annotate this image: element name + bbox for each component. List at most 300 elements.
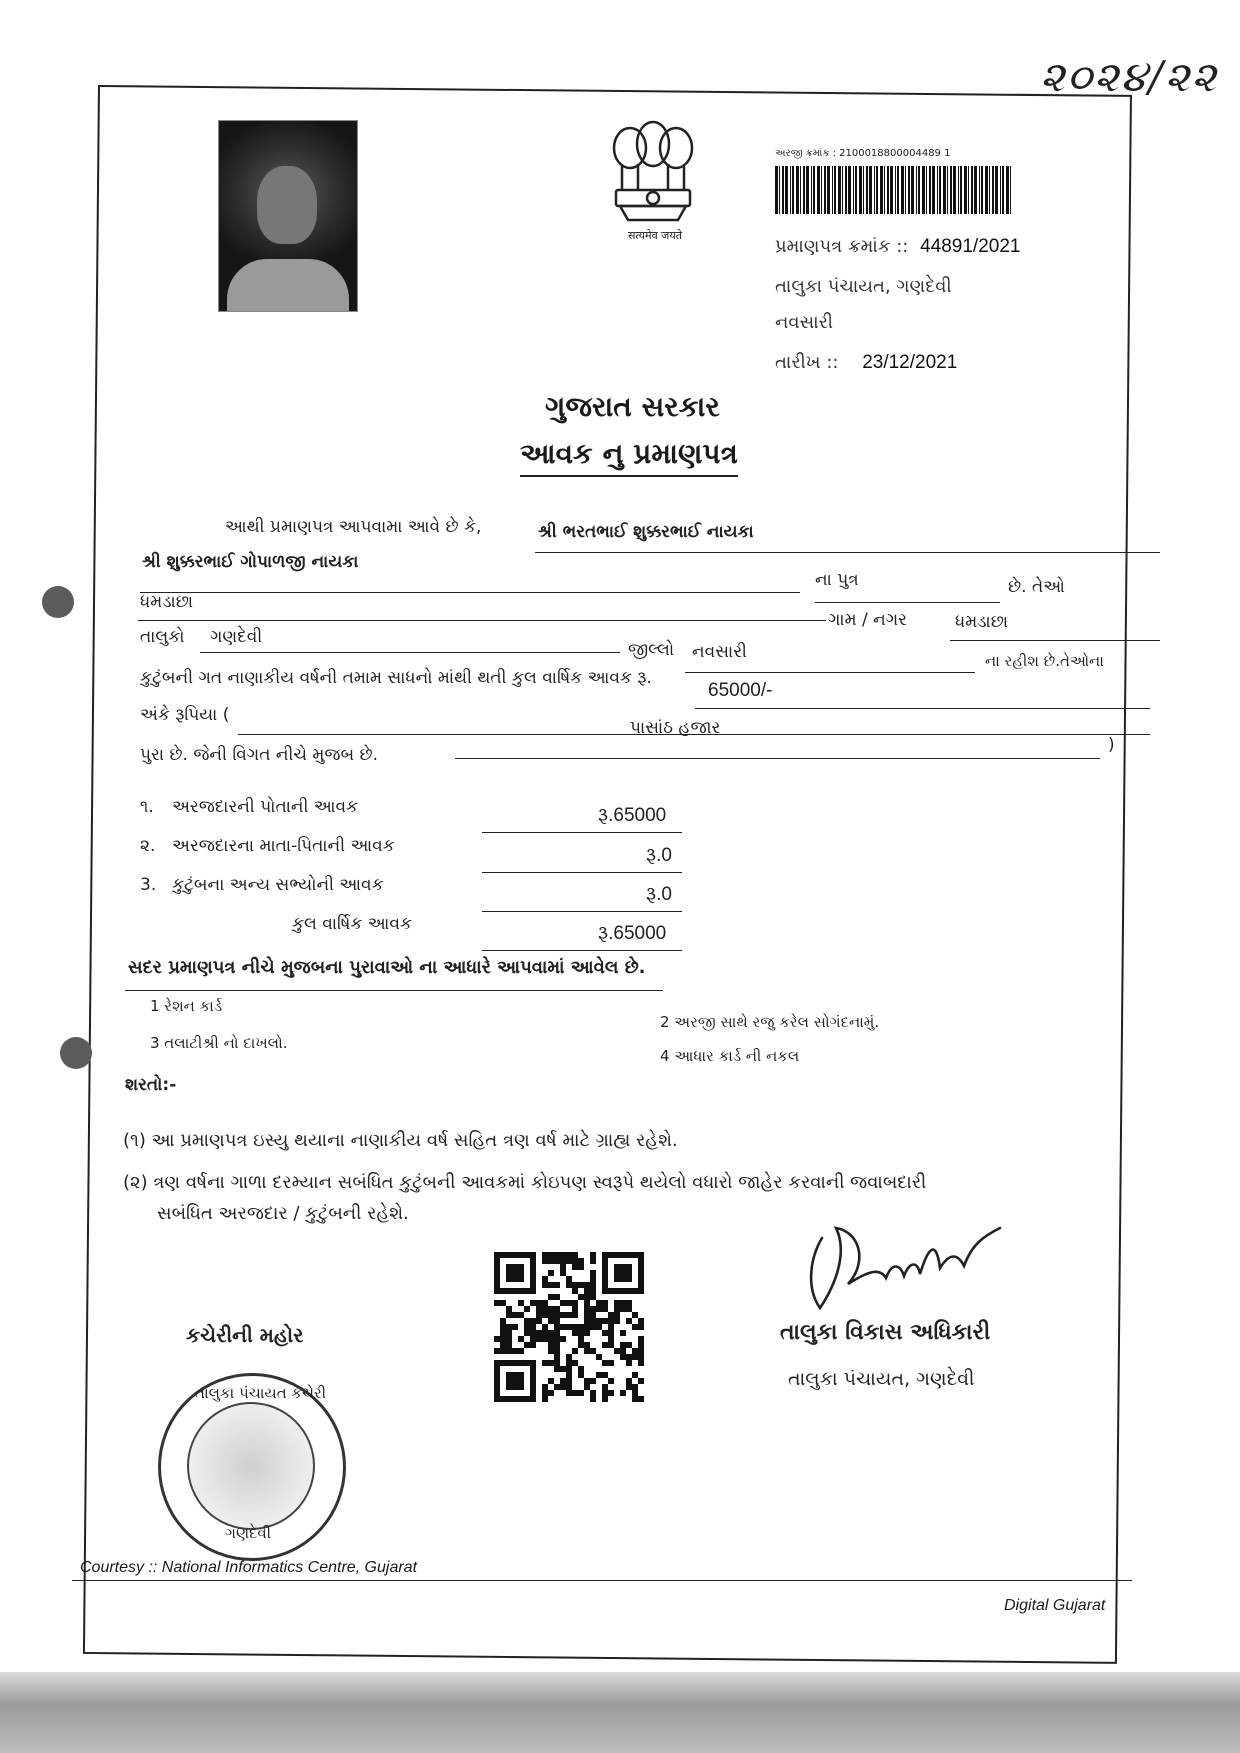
father-name: શ્રી શુક્કરભાઈ ગોપાળજી નાયકા [142, 552, 359, 572]
underline [482, 950, 682, 951]
qr-module [560, 1252, 566, 1258]
qr-module [548, 1378, 554, 1384]
underline [482, 911, 682, 912]
qr-module [554, 1258, 560, 1264]
qr-module [632, 1312, 638, 1318]
qr-module [548, 1306, 554, 1312]
intro-text: આથી પ્રમાણપત્ર આપવામા આવે છે કે, [225, 517, 482, 537]
qr-module [542, 1396, 548, 1402]
qr-module [608, 1336, 614, 1342]
qr-module [626, 1384, 632, 1390]
qr-module [632, 1324, 638, 1330]
relation-label: ના પુત્ર [815, 570, 859, 590]
qr-module [596, 1300, 602, 1306]
qr-module [572, 1258, 578, 1264]
qr-module [608, 1324, 614, 1330]
evidence-heading: સદર પ્રમાણપત્ર નીચે મુજબના પુરાવાઓ ના આધારે આપવામાં આવેલ છે. [128, 957, 646, 978]
qr-module [560, 1378, 566, 1384]
qr-module [614, 1306, 620, 1312]
qr-module [572, 1330, 578, 1336]
barcode-bar [926, 166, 927, 214]
qr-module [524, 1342, 530, 1348]
qr-module [602, 1306, 608, 1312]
qr-module [542, 1282, 548, 1288]
qr-module [548, 1312, 554, 1318]
qr-module [548, 1360, 554, 1366]
qr-module [512, 1324, 518, 1330]
income-total-label: કુલ વાર્ષિક આવક [292, 914, 412, 934]
barcode-bar [964, 166, 967, 214]
qr-module [578, 1294, 584, 1300]
qr-module [638, 1354, 644, 1360]
qr-module [602, 1318, 608, 1324]
qr-module [596, 1324, 602, 1330]
footer-rule [72, 1580, 1132, 1581]
qr-module [542, 1252, 548, 1258]
qr-module [560, 1324, 566, 1330]
condition-2-line-2: સબંધિત અરજદાર / કુટુંબની રહેશે. [157, 1203, 409, 1224]
qr-module [554, 1366, 560, 1372]
qr-module [590, 1294, 596, 1300]
qr-module [578, 1372, 584, 1378]
qr-module [590, 1312, 596, 1318]
qr-module [500, 1324, 506, 1330]
barcode-bar [803, 166, 805, 214]
qr-module [638, 1336, 644, 1342]
qr-module [584, 1330, 590, 1336]
qr-module [614, 1348, 620, 1354]
qr-module [530, 1342, 536, 1348]
barcode-bar [782, 166, 784, 214]
qr-module [590, 1324, 596, 1330]
income-row-2-number: ૨. [140, 836, 156, 856]
qr-module [608, 1318, 614, 1324]
underline [685, 672, 975, 673]
barcode-bar [1010, 166, 1011, 214]
income-amount: 65000/- [708, 680, 773, 701]
barcode-bar [779, 166, 780, 214]
qr-module [500, 1336, 506, 1342]
barcode-bar [866, 166, 868, 214]
taluka-name: ગણદેવી [210, 627, 263, 647]
qr-module [590, 1282, 596, 1288]
issuing-district: નવસારી [775, 312, 834, 333]
seal-text-top: તાલુકા પંચાયત કચેરી [195, 1384, 327, 1402]
qr-module [572, 1348, 578, 1354]
qr-module [590, 1348, 596, 1354]
barcode-bar [968, 166, 969, 214]
qr-module [506, 1306, 512, 1312]
barcode-bar [995, 166, 998, 214]
qr-module [566, 1300, 572, 1306]
qr-module [614, 1318, 620, 1324]
qr-module [578, 1324, 584, 1330]
qr-module [608, 1312, 614, 1318]
title-government: ગુજરાત સરકાર [545, 390, 720, 423]
certificate-number: 44891/2021 [920, 236, 1021, 257]
qr-module [620, 1300, 626, 1306]
barcode-bar [960, 166, 962, 214]
qr-code [494, 1252, 644, 1402]
qr-module [548, 1258, 554, 1264]
qr-module [572, 1360, 578, 1366]
qr-module [536, 1306, 542, 1312]
qr-module [614, 1264, 632, 1282]
evidence-item-2: 2 અરજી સાથે રજુ કરેલ સોગંદનામું. [660, 1013, 880, 1031]
barcode-bar [1000, 166, 1001, 214]
barcode-bar [901, 166, 904, 214]
qr-module [632, 1348, 638, 1354]
qr-module [608, 1378, 614, 1384]
qr-module [554, 1336, 560, 1342]
qr-module [638, 1348, 644, 1354]
qr-module [500, 1300, 506, 1306]
barcode-bar [821, 166, 822, 214]
village-name: ધમડાછા [140, 592, 194, 612]
qr-module [554, 1384, 560, 1390]
qr-module [506, 1342, 512, 1348]
qr-module [584, 1300, 590, 1306]
qr-module [506, 1312, 512, 1318]
underline [482, 872, 682, 873]
issuing-office: તાલુકા પંચાયત, ગણદેવી [775, 276, 952, 297]
handwritten-signature [800, 1208, 1020, 1318]
qr-module [578, 1390, 584, 1396]
barcode-bar [992, 166, 994, 214]
underline [695, 708, 1150, 709]
qr-module [596, 1318, 602, 1324]
qr-module [584, 1324, 590, 1330]
qr-module [602, 1390, 608, 1396]
qr-module [584, 1342, 590, 1348]
barcode-bar [827, 166, 830, 214]
qr-module [536, 1336, 542, 1342]
qr-module [638, 1324, 644, 1330]
barcode-bar [908, 166, 910, 214]
qr-module [542, 1300, 548, 1306]
barcode-bar [792, 166, 794, 214]
qr-module [584, 1282, 590, 1288]
qr-module [554, 1354, 560, 1360]
qr-module [602, 1342, 608, 1348]
qr-module [590, 1396, 596, 1402]
qr-module [596, 1372, 602, 1378]
barcode-bar [832, 166, 833, 214]
qr-module [494, 1300, 500, 1306]
qr-module [572, 1264, 578, 1270]
office-seal [158, 1373, 346, 1561]
barcode-bar [989, 166, 990, 214]
qr-module [542, 1330, 548, 1336]
income-row-3-value: રૂ.0 [646, 884, 672, 905]
qr-module [560, 1258, 566, 1264]
barcode-bar [932, 166, 935, 214]
qr-module [542, 1336, 548, 1342]
barcode-bar [859, 166, 862, 214]
qr-module [560, 1300, 566, 1306]
qr-module [572, 1306, 578, 1312]
qr-module [608, 1330, 614, 1336]
qr-module [554, 1282, 560, 1288]
qr-module [566, 1282, 572, 1288]
qr-module [554, 1318, 560, 1324]
qr-module [608, 1342, 614, 1348]
underline [482, 832, 682, 833]
qr-module [632, 1372, 638, 1378]
barcode-bar [811, 166, 812, 214]
qr-module [506, 1330, 512, 1336]
barcode-bar [863, 166, 864, 214]
qr-module [590, 1288, 596, 1294]
qr-module [626, 1300, 632, 1306]
signatory-office: તાલુકા પંચાયત, ગણદેવી [788, 1368, 975, 1390]
applicant-name: શ્રી ભરતભાઈ શુક્કરભાઈ નાયકા [538, 522, 754, 542]
qr-module [590, 1306, 596, 1312]
barcode-bar [979, 166, 980, 214]
barcode-bar [971, 166, 973, 214]
qr-module [614, 1312, 620, 1318]
applicant-photo [218, 120, 358, 312]
scan-bottom-edge [0, 1672, 1240, 1753]
qr-module [626, 1306, 632, 1312]
barcode-bar [916, 166, 917, 214]
barcode-bar [806, 166, 809, 214]
qr-module [554, 1348, 560, 1354]
application-number: અરજી ક્રમાંક : 2100018800004489 1 [775, 148, 951, 159]
qr-module [626, 1354, 632, 1360]
qr-module [548, 1342, 554, 1348]
qr-module [500, 1318, 506, 1324]
emblem-motto: सत्यमेव जयते [627, 229, 682, 242]
underline [140, 592, 800, 593]
barcode-bar [905, 166, 906, 214]
seal-text-bottom: ગણદેવી [225, 1524, 272, 1542]
qr-module [572, 1300, 578, 1306]
qr-module [524, 1306, 530, 1312]
qr-module [518, 1312, 524, 1318]
certificate-number-line [775, 236, 1020, 258]
qr-module [602, 1384, 608, 1390]
qr-module [626, 1342, 632, 1348]
qr-module [566, 1384, 572, 1390]
barcode-bar [943, 166, 946, 214]
qr-module [584, 1378, 590, 1384]
underline [125, 990, 663, 991]
qr-module [548, 1270, 554, 1276]
qr-module [638, 1378, 644, 1384]
qr-module [494, 1336, 500, 1342]
punch-hole [42, 586, 74, 618]
qr-module [578, 1282, 584, 1288]
qr-module [536, 1330, 542, 1336]
district-label: જીલ્લો [628, 640, 675, 660]
barcode-bar [922, 166, 925, 214]
barcode [775, 166, 1013, 214]
handwritten-note: ૨૦૨૪/૨૨ [1040, 52, 1219, 101]
qr-module [536, 1312, 542, 1318]
rupees-label: અંકે રૂપિયા ( [140, 705, 230, 725]
barcode-bar [817, 166, 820, 214]
qr-module [530, 1300, 536, 1306]
qr-module [566, 1378, 572, 1384]
qr-module [542, 1312, 548, 1318]
qr-module [554, 1342, 560, 1348]
qr-module [590, 1378, 596, 1384]
income-row-1-number: ૧. [140, 797, 154, 817]
qr-module [566, 1372, 572, 1378]
qr-module [554, 1330, 560, 1336]
barcode-bar [842, 166, 843, 214]
underline [535, 552, 1160, 553]
qr-module [524, 1330, 530, 1336]
qr-module [512, 1312, 518, 1318]
qr-module [584, 1348, 590, 1354]
qr-module [590, 1276, 596, 1282]
qr-module [578, 1336, 584, 1342]
barcode-bar [853, 166, 854, 214]
underline [138, 620, 826, 621]
qr-module [590, 1390, 596, 1396]
qr-module [530, 1318, 536, 1324]
digital-gujarat-credit: Digital Gujarat [1004, 1597, 1106, 1614]
qr-module [536, 1318, 542, 1324]
barcode-bar [953, 166, 956, 214]
date-line [775, 352, 957, 374]
qr-module [542, 1306, 548, 1312]
income-row-1-value: રૂ.65000 [598, 805, 667, 826]
qr-module [596, 1306, 602, 1312]
qr-module [620, 1390, 626, 1396]
barcode-bar [869, 166, 872, 214]
qr-module [566, 1276, 572, 1282]
barcode-bar [824, 166, 826, 214]
issue-date: 23/12/2021 [862, 352, 958, 373]
qr-module [506, 1336, 512, 1342]
courtesy-credit: Courtesy :: National Informatics Centre, Gujarat [80, 1559, 418, 1576]
qr-module [548, 1336, 554, 1342]
qr-module [548, 1318, 554, 1324]
village-label: ગામ / નગર [828, 610, 907, 630]
qr-module [554, 1360, 560, 1366]
qr-module [554, 1294, 560, 1300]
qr-module [608, 1390, 614, 1396]
qr-module [548, 1348, 554, 1354]
barcode-bar [855, 166, 857, 214]
barcode-bar [929, 166, 931, 214]
barcode-bar [775, 166, 778, 214]
qr-module [620, 1342, 626, 1348]
qr-module [548, 1294, 554, 1300]
barcode-bar [1002, 166, 1004, 214]
qr-module [542, 1276, 548, 1282]
signatory-title: તાલુકા વિકાસ અધિકારી [780, 1320, 991, 1345]
barcode-bar [884, 166, 885, 214]
qr-module [554, 1312, 560, 1318]
qr-module [590, 1252, 596, 1258]
evidence-item-1: 1 રેશન કાર્ડ [150, 997, 223, 1015]
barcode-bar [845, 166, 847, 214]
income-row-3-number: 3. [140, 875, 157, 895]
close-paren: ) [1108, 735, 1115, 755]
qr-module [542, 1390, 548, 1396]
barcode-bar [796, 166, 799, 214]
qr-module [638, 1318, 644, 1324]
qr-module [596, 1354, 602, 1360]
barcode-bar [918, 166, 920, 214]
qr-module [518, 1336, 524, 1342]
qr-module [542, 1324, 548, 1330]
barcode-bar [838, 166, 841, 214]
qr-module [602, 1396, 608, 1402]
qr-module [494, 1348, 500, 1354]
barcode-bar [874, 166, 875, 214]
underline [200, 652, 620, 653]
condition-2-line-1: (૨) ત્રણ વર્ષના ગાળા દરમ્યાન સબંધિત કુટુંબની આવકમાં કોઇપણ સ્વરૂપે થયેલો વધારો જાહેર કરવાની જવાબદારી [123, 1172, 927, 1193]
qr-module [584, 1306, 590, 1312]
qr-module [512, 1348, 518, 1354]
qr-module [530, 1324, 536, 1330]
qr-module [530, 1330, 536, 1336]
barcode-bar [887, 166, 889, 214]
qr-module [530, 1336, 536, 1342]
ashoka-emblem-icon [598, 118, 708, 228]
amount-in-words: પાસાંઠ હજાર [630, 718, 721, 738]
barcode-bar [937, 166, 938, 214]
punch-hole [60, 1037, 92, 1069]
district-name: નવસારી [692, 642, 747, 662]
qr-module [506, 1264, 524, 1282]
qr-module [602, 1330, 608, 1336]
they-are-text: છે. તેઓ [1008, 577, 1065, 597]
qr-module [566, 1324, 572, 1330]
qr-module [518, 1348, 524, 1354]
qr-module [572, 1324, 578, 1330]
qr-module [566, 1252, 572, 1258]
barcode-bar [890, 166, 893, 214]
village-name-2: ધમડાછા [955, 612, 1009, 632]
income-statement: કુટુંબની ગત નાણાકીય વર્ષની તમામ સાધનો માંથી થતી કુલ વાર્ષિક આવક રૂ. [140, 668, 652, 688]
qr-module [566, 1312, 572, 1318]
barcode-bar [834, 166, 836, 214]
qr-module [632, 1384, 638, 1390]
income-row-1-label: અરજદારની પોતાની આવક [172, 797, 359, 817]
qr-module [542, 1258, 548, 1264]
barcode-bar [876, 166, 878, 214]
qr-module [602, 1360, 608, 1366]
qr-module [626, 1318, 632, 1324]
income-row-2-label: અરજદારના માતા-પિતાની આવક [172, 836, 395, 856]
qr-module [626, 1378, 632, 1384]
qr-module [572, 1252, 578, 1258]
underline [815, 602, 1000, 603]
qr-module [548, 1282, 554, 1288]
qr-module [524, 1324, 530, 1330]
residents-text: ના રહીશ છે.તેઓના [985, 652, 1104, 670]
qr-module [590, 1270, 596, 1276]
qr-module [602, 1300, 608, 1306]
qr-module [584, 1294, 590, 1300]
qr-module [542, 1384, 548, 1390]
evidence-item-3: 3 તલાટીશ્રી નો દાખલો. [150, 1034, 288, 1052]
qr-module [500, 1342, 506, 1348]
office-seal-label: કચેરીની મહોર [186, 1323, 304, 1347]
barcode-bar [785, 166, 788, 214]
qr-module [572, 1282, 578, 1288]
underline [455, 758, 1100, 759]
barcode-bar [813, 166, 815, 214]
qr-module [554, 1306, 560, 1312]
qr-module [584, 1288, 590, 1294]
